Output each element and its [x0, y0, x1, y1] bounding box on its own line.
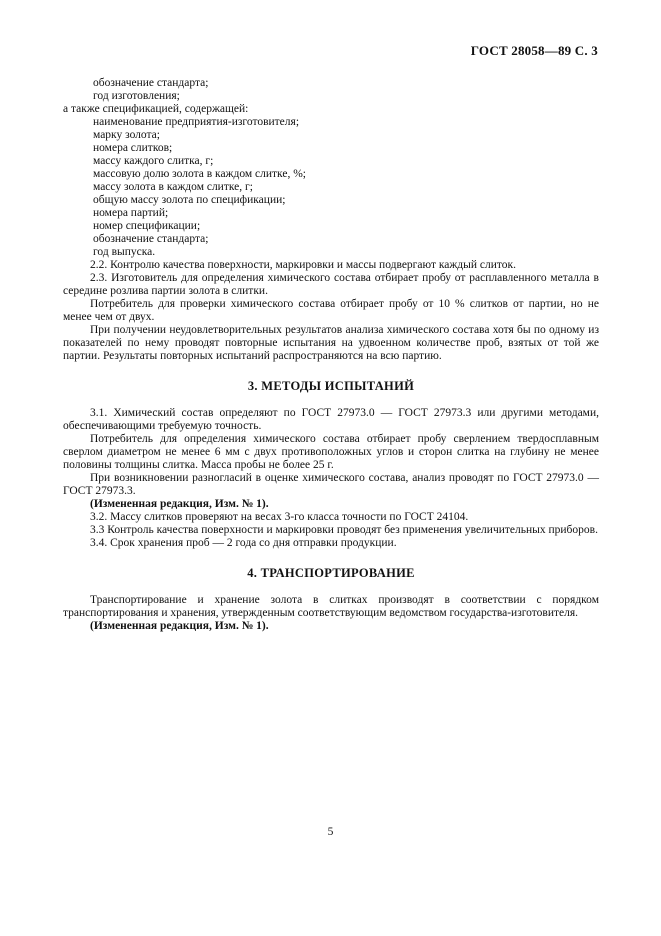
- list-item: номера партий;: [93, 207, 169, 219]
- document-body: [63, 77, 599, 633]
- specification-list: [63, 116, 599, 259]
- list-item: год изготовления;: [93, 90, 180, 102]
- page-header: ГОСТ 28058—89 С. 3: [470, 43, 598, 58]
- list-item: номера слитков;: [93, 142, 173, 154]
- list-item: марку золота;: [93, 129, 160, 141]
- spec-intro: а также спецификацией, содержащей:: [63, 103, 249, 115]
- paragraph-3-4: 3.4. Срок хранения проб — 2 года со дня отправки продукции.: [90, 537, 397, 549]
- list-item: обозначение стандарта;: [93, 233, 209, 245]
- paragraph-3-1: 3.1. Химический состав определяют по ГОСТ 27973.0 — ГОСТ 27973.3 или другими методами, обеспечивающими требуемую точность.: [63, 407, 599, 432]
- amendment-note-3: (Измененная редакция, Изм. № 1).: [90, 498, 269, 510]
- paragraph-3-3: 3.3 Контроль качества поверхности и маркировки проводят без применения увеличительных приборов.: [90, 524, 598, 536]
- list-item: обозначение стандарта;: [93, 77, 209, 89]
- paragraph-3-2: 3.2. Массу слитков проверяют на весах 3-го класса точности по ГОСТ 24104.: [90, 511, 469, 523]
- paragraph-3-1-disputes: При возникновении разногласий в оценке химического состава, анализ проводят по ГОСТ 27973.0 — ГОСТ 27973.3.: [63, 472, 599, 497]
- list-item: массу золота в каждом слитке, г;: [93, 181, 253, 193]
- marking-list: [63, 77, 599, 103]
- list-item: массовую долю золота в каждом слитке, %;: [93, 168, 306, 180]
- paragraph-2-3-retest: При получении неудовлетворительных результатов анализа химического состава хотя бы по одному из показателей по нему проводят повторные испытания на удвоенном количестве проб, взятых от той же партии. Результаты повторных испытаний распространяются на всю партию.: [63, 324, 599, 362]
- amendment-note-4: (Измененная редакция, Изм. № 1).: [90, 620, 269, 632]
- paragraph-2-3: 2.3. Изготовитель для определения химического состава отбирает пробу от расплавленного металла в середине розлива партии золота в слитки.: [63, 272, 599, 297]
- paragraph-3-1-sampling: Потребитель для определения химического состава отбирает пробу сверлением твердосплавным сверлом диаметром не менее 6 мм с двух противоположных углов и сторон слитка на глубину не менее половины толщины слитка. Масса пробы не более 25 г.: [63, 433, 599, 471]
- list-item: наименование предприятия-изготовителя;: [93, 116, 300, 128]
- section-4-title: 4. ТРАНСПОРТИРОВАНИЕ: [247, 566, 415, 580]
- paragraph-4: Транспортирование и хранение золота в слитках производят в соответствии с порядком транспортирования и хранения, утвержденным соответствующим ведомством государства-изготовителя.: [63, 594, 599, 619]
- list-item: номер спецификации;: [93, 220, 201, 232]
- paragraph-2-3-consumer: Потребитель для проверки химического состава отбирает пробу от 10 % слитков от партии, но не менее чем от двух.: [63, 298, 599, 323]
- list-item: общую массу золота по спецификации;: [93, 194, 286, 206]
- paragraph-2-2: 2.2. Контролю качества поверхности, маркировки и массы подвергают каждый слиток.: [90, 259, 516, 271]
- list-item: год выпуска.: [93, 246, 156, 258]
- page-number: 5: [327, 826, 334, 838]
- list-item: массу каждого слитка, г;: [93, 155, 214, 167]
- section-3-title: 3. МЕТОДЫ ИСПЫТАНИЙ: [247, 379, 415, 393]
